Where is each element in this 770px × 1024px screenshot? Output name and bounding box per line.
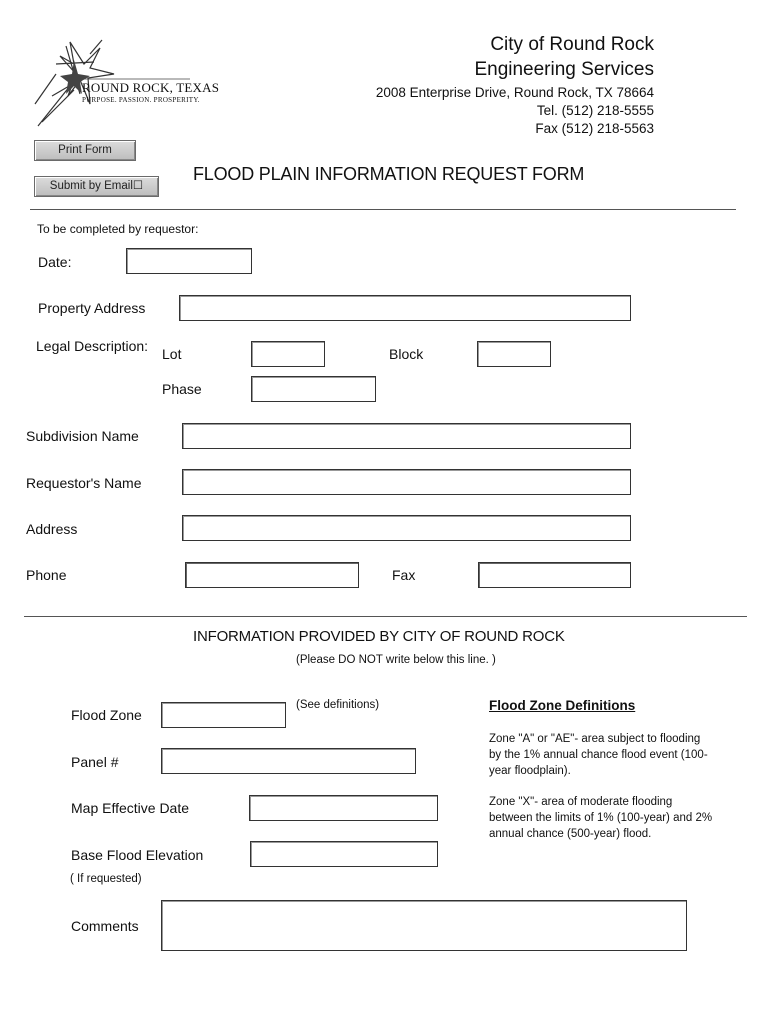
base-flood-elevation-field[interactable] <box>250 841 438 867</box>
date-field[interactable] <box>126 248 252 274</box>
address-label: Address <box>26 521 78 537</box>
city-section-note: (Please DO NOT write below this line. ) <box>296 654 496 666</box>
print-form-button[interactable]: Print Form <box>34 140 136 161</box>
if-requested-note: ( If requested) <box>70 873 142 885</box>
zone-a-definition: Zone "A" or "AE"- area subject to flooding by the 1% annual chance flood event (100-year floodplain). <box>489 733 708 777</box>
panel-label: Panel # <box>71 754 119 770</box>
map-effective-date-field[interactable] <box>249 795 438 821</box>
fax-field[interactable] <box>478 562 631 588</box>
requestor-name-field[interactable] <box>182 469 631 495</box>
brand-tagline: PURPOSE. PASSION. PROSPERITY. <box>82 96 200 104</box>
fax-label: Fax <box>392 567 416 583</box>
city-name: City of Round Rock <box>490 34 654 55</box>
flood-zone-field[interactable] <box>161 702 286 728</box>
see-definitions-note: (See definitions) <box>296 699 380 711</box>
form-title: FLOOD PLAIN INFORMATION REQUEST FORM <box>193 164 585 184</box>
legal-description-label: Legal Description: <box>36 338 149 354</box>
date-label: Date: <box>38 254 72 270</box>
requestor-instruction: To be completed by requestor: <box>37 222 199 236</box>
header-divider <box>30 209 736 210</box>
department-name: Engineering Services <box>474 59 654 80</box>
flood-zone-label: Flood Zone <box>71 707 142 723</box>
property-address-field[interactable] <box>179 295 631 321</box>
lot-label: Lot <box>162 346 182 362</box>
property-address-label: Property Address <box>38 300 146 316</box>
city-section-title: INFORMATION PROVIDED BY CITY OF ROUND ROCK <box>193 628 565 645</box>
office-address: 2008 Enterprise Drive, Round Rock, TX 78664 <box>375 85 654 100</box>
comments-label: Comments <box>71 918 139 934</box>
zone-x-definition: Zone "X"- area of moderate flooding between the limits of 1% (100-year) and 2% annual chance (500-year) flood. <box>489 796 713 840</box>
requestor-name-label: Requestor's Name <box>26 475 142 491</box>
phase-label: Phase <box>162 381 202 397</box>
lot-field[interactable] <box>251 341 325 367</box>
office-tel: Tel. (512) 218-5555 <box>536 103 654 118</box>
office-fax: Fax (512) 218-5563 <box>535 121 654 136</box>
subdivision-label: Subdivision Name <box>26 428 139 444</box>
comments-field[interactable] <box>161 900 687 951</box>
block-label: Block <box>389 346 424 362</box>
submit-by-email-button[interactable]: Submit by Email☐ <box>34 176 159 197</box>
address-field[interactable] <box>182 515 631 541</box>
brand-name: ROUND ROCK, TEXAS <box>82 80 220 95</box>
subdivision-field[interactable] <box>182 423 631 449</box>
base-flood-elevation-label: Base Flood Elevation <box>71 847 204 863</box>
phone-label: Phone <box>26 567 67 583</box>
map-effective-date-label: Map Effective Date <box>71 800 190 816</box>
block-field[interactable] <box>477 341 551 367</box>
section-divider <box>24 616 747 617</box>
phone-field[interactable] <box>185 562 359 588</box>
definitions-title: Flood Zone Definitions <box>489 698 636 713</box>
panel-field[interactable] <box>161 748 416 774</box>
phase-field[interactable] <box>251 376 376 402</box>
